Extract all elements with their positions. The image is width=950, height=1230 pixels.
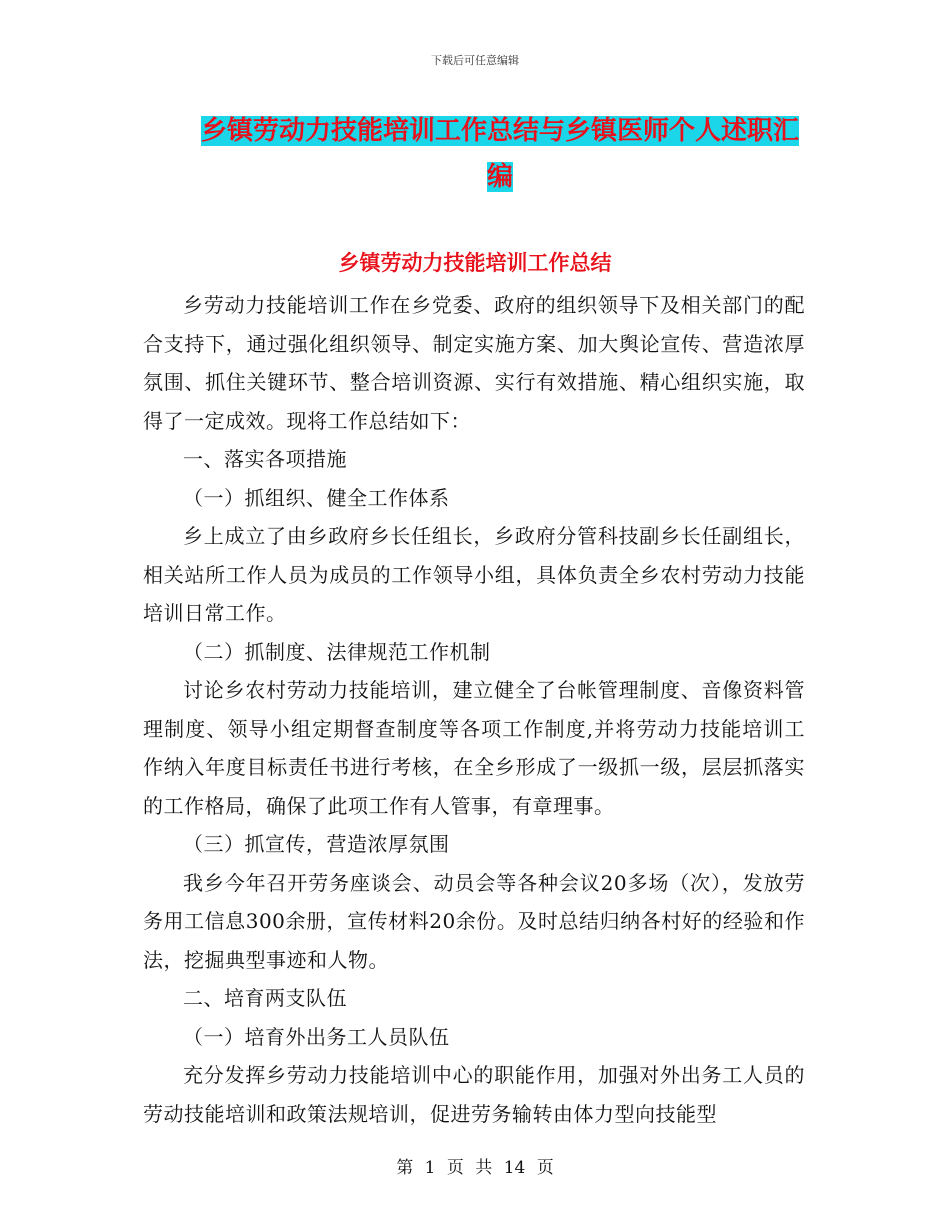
section-title: 乡镇劳动力技能培训工作总结	[338, 250, 612, 275]
paragraph: 乡上成立了由乡政府乡长任组长，乡政府分管科技副乡长任副组长，相关站所工作人员为成员的工作领导小组，具体负责全乡农村劳动力技能培训日常工作。	[143, 524, 805, 625]
document-title	[195, 108, 805, 200]
heading-level-2: （二）抓制度、法律规范工作机制	[183, 639, 491, 664]
heading-level-2: （三）抓宣传，营造浓厚氛围	[183, 832, 450, 856]
paragraph: 我乡今年召开劳务座谈会、动员会等各种会议20多场（次），发放劳务用工信息300余册，宣传材料20余份。及时总结归纳各村好的经验和作法，挖掘典型事迹和人物。	[143, 870, 805, 972]
paragraph: 乡劳动力技能培训工作在乡党委、政府的组织领导下及相关部门的配合支持下，通过强化组织领导、制定实施方案、加大舆论宣传、营造浓厚氛围、抓住关键环节、整合培训资源、实行有效措施、精心组织实施，取得了一定成效。现将工作总结如下：	[143, 293, 805, 433]
paragraph: 讨论乡农村劳动力技能培训，建立健全了台帐管理制度、音像资料管理制度、领导小组定期督查制度等各项工作制度,并将劳动力技能培训工作纳入年度目标责任书进行考核，在全乡形成了一级抓一级，层层抓落实的工作格局，确保了此项工作有人管事，有章理事。	[143, 678, 805, 818]
heading-level-2: （一）抓组织、健全工作体系	[183, 485, 450, 510]
heading-level-1: 二、培育两支队伍	[183, 986, 347, 1010]
paragraph: 充分发挥乡劳动力技能培训中心的职能作用，加强对外出务工人员的劳动技能培训和政策法规培训，促进劳务输转由体力型向技能型	[143, 1063, 805, 1126]
header-note: 下载后可任意编辑	[431, 54, 519, 67]
document-body	[143, 286, 805, 1133]
document-title-text: 乡镇劳动力技能培训工作总结与乡镇医师个人述职汇编	[200, 116, 799, 192]
heading-level-1: 一、落实各项措施	[183, 447, 347, 471]
heading-level-2: （一）培育外出务工人员队伍	[183, 1024, 450, 1049]
page-number: 第 1 页 共 14 页	[396, 1158, 554, 1178]
